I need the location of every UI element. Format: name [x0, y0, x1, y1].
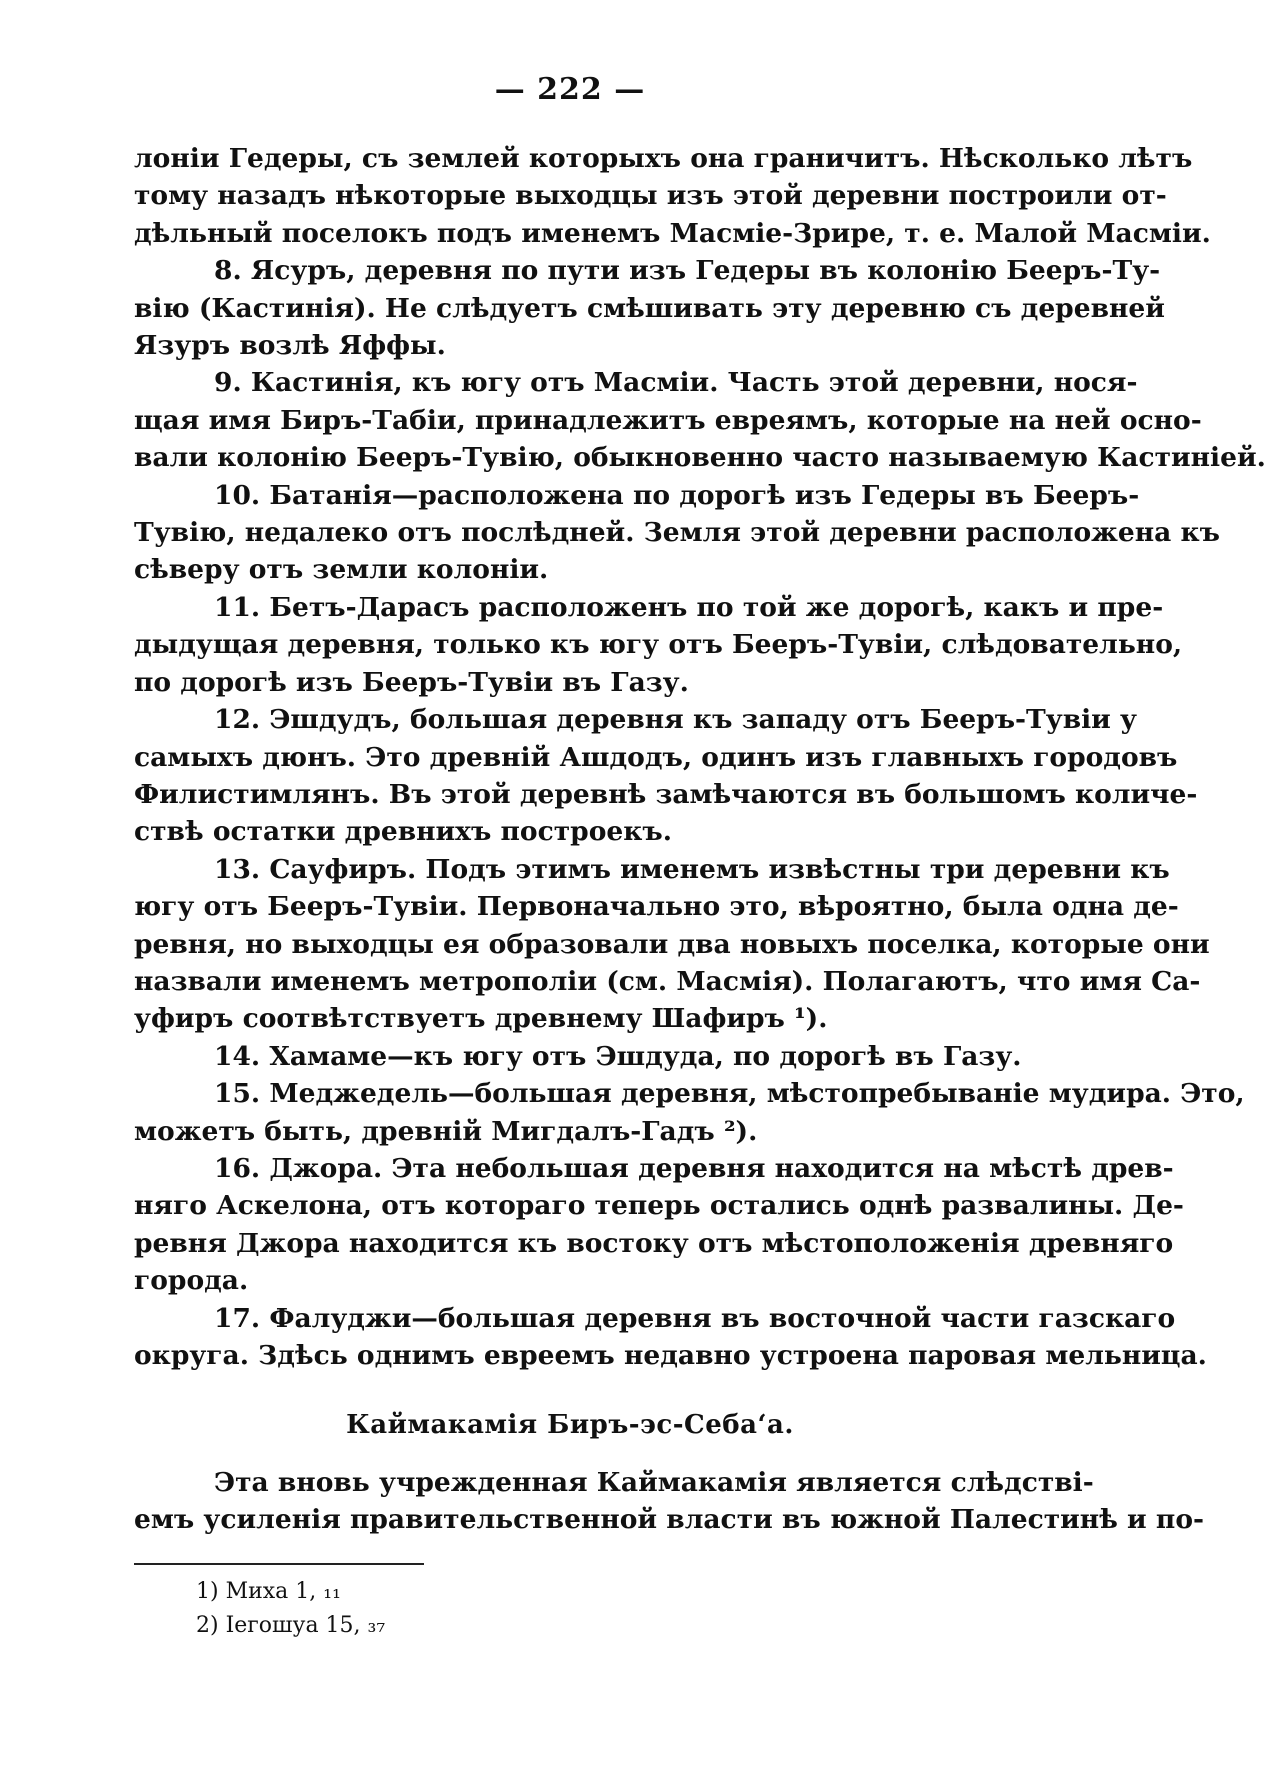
- paragraph-item-12: [134, 701, 1198, 851]
- paragraph-item-8: [134, 252, 1165, 364]
- text-line: 11. Бетъ-Дарасъ расположенъ по той же дорогѣ, какъ и пре-: [214, 591, 1164, 623]
- footnote-1: 1) Миха 1, ₁₁: [196, 1579, 341, 1604]
- text-line: вію (Кастинія). Не слѣдуетъ смѣшивать эту деревню съ деревней: [134, 292, 1165, 324]
- paragraph-item-13: [134, 851, 1210, 1038]
- text-line: 16. Джора. Эта небольшая деревня находится на мѣстѣ древ-: [214, 1152, 1174, 1184]
- text-line: 8. Ясуръ, деревня по пути изъ Гедеры въ колонію Бееръ-Ту-: [214, 255, 1161, 287]
- text-line: ствѣ остатки древнихъ построекъ.: [134, 816, 672, 848]
- page-number: — 222 —: [494, 72, 646, 107]
- text-line: округа. Здѣсь однимъ евреемъ недавно устроена паровая мельница.: [134, 1340, 1207, 1371]
- paragraph-item-9: [134, 364, 1266, 476]
- text-line: щая имя Биръ-Табіи, принадлежитъ евреямъ, которые на ней осно-: [134, 404, 1202, 436]
- text-line: сѣверу отъ земли колоніи.: [134, 554, 549, 586]
- paragraph-item-15: [134, 1075, 1245, 1150]
- text-line: ревня, но выходцы ея образовали два новыхъ поселка, которые они: [134, 928, 1210, 960]
- text-line: по дорогѣ изъ Бееръ-Тувіи въ Газу.: [134, 666, 689, 698]
- text-line: тому назадъ нѣкоторые выходцы изъ этой деревни построили от-: [134, 180, 1167, 212]
- text-line: 17. Фалуджи—большая деревня въ восточной части газскаго: [214, 1302, 1176, 1334]
- text-line: Эта вновь учрежденная Каймакамія является слѣдстві-: [214, 1467, 1094, 1498]
- text-line: 9. Кастинія, къ югу отъ Масміи. Часть этой деревни, нося-: [214, 367, 1138, 399]
- paragraph-item-11: [134, 589, 1183, 701]
- text-line: емъ усиленія правительственной власти въ южной Палестинѣ и по-: [134, 1504, 1205, 1536]
- text-line: уфиръ соотвѣтствуетъ древнему Шафиръ ¹).: [134, 1003, 828, 1035]
- paragraph-item-17: [134, 1300, 1207, 1375]
- text-line: Филистимлянъ. Въ этой деревнѣ замѣчаются въ большомъ количе-: [134, 778, 1198, 810]
- paragraph-item-14: [134, 1038, 1038, 1075]
- text-line: 12. Эшдудъ, большая деревня къ западу отъ Бееръ-Тувіи у: [214, 704, 1138, 736]
- text-line: дѣльный поселокъ подъ именемъ Масміе-Зрире, т. е. Малой Масміи.: [134, 217, 1211, 249]
- text-line: няго Аскелона, отъ котораго теперь остались однѣ развалины. Де-: [134, 1190, 1184, 1222]
- text-line: самыхъ дюнъ. Это древній Ашдодъ, одинъ изъ главныхъ городовъ: [134, 741, 1178, 773]
- text-line: лоніи Гедеры, съ землей которыхъ она граничитъ. Нѣсколько лѣтъ: [134, 143, 1193, 174]
- section-heading: Каймакамія Биръ-эс-Себа‘а.: [346, 1410, 794, 1440]
- text-line: дыдущая деревня, только къ югу отъ Бееръ-Тувіи, слѣдовательно,: [134, 629, 1183, 661]
- footnote-divider: [134, 1563, 424, 1565]
- paragraph-item-10: [134, 477, 1220, 589]
- text-line: ревня Джора находится къ востоку отъ мѣстоположенія древняго: [134, 1227, 1174, 1259]
- paragraph-item-16: [134, 1150, 1184, 1300]
- footnotes: [196, 1575, 385, 1643]
- paragraph: [134, 140, 1211, 252]
- text-line: 15. Меджедель—большая деревня, мѣстопребываніе мудира. Это,: [214, 1078, 1245, 1110]
- text-line: города.: [134, 1265, 249, 1297]
- text-line: назвали именемъ метрополіи (см. Масмія). Полагаютъ, что имя Са-: [134, 965, 1201, 997]
- page-body: [134, 140, 1266, 1374]
- text-line: югу отъ Бееръ-Тувіи. Первоначально это, вѣроятно, была одна де-: [134, 891, 1179, 923]
- text-line: 13. Сауфиръ. Подъ этимъ именемъ извѣстны три деревни къ: [214, 853, 1170, 885]
- text-line: 10. Батанія—расположена по дорогѣ изъ Гедеры въ Бееръ-: [214, 479, 1140, 511]
- text-line: 14. Хамаме—къ югу отъ Эшдуда, по дорогѣ въ Газу.: [214, 1040, 1022, 1072]
- text-line: Тувію, недалеко отъ послѣдней. Земля этой деревни расположена къ: [134, 517, 1220, 549]
- footnote-2: 2) Іегошуа 15, ₃₇: [196, 1613, 386, 1638]
- section-paragraph: [134, 1464, 1205, 1539]
- text-line: Язуръ возлѣ Яффы.: [134, 330, 446, 362]
- text-line: можетъ быть, древній Мигдалъ-Гадъ ²).: [134, 1115, 758, 1147]
- text-line: вали колонію Бееръ-Тувію, обыкновенно часто называемую Кастиніей.: [134, 442, 1266, 474]
